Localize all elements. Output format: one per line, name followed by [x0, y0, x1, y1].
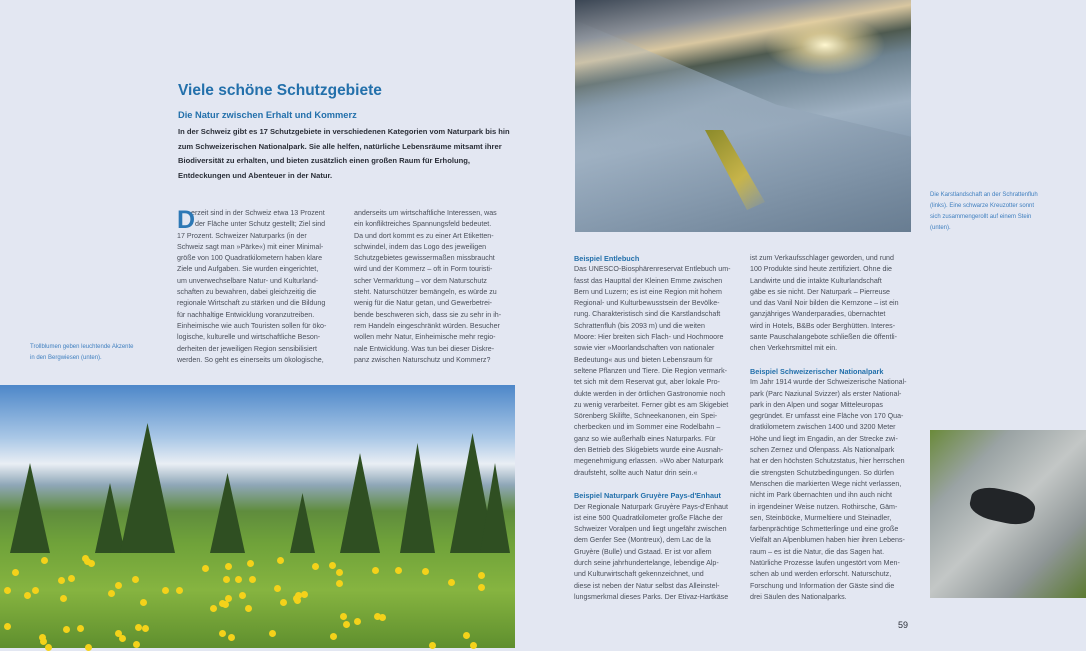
- text-line: rung. Charakteristisch sind die Karstlandschaft: [574, 310, 721, 319]
- text-line: sen, Steinböcke, Murmeltiere und Steinadler,: [750, 513, 892, 522]
- trollius-flower: [115, 630, 122, 637]
- text-line: (links). Eine schwarze Kreuzotter sonnt: [930, 203, 1035, 209]
- text-line: und das Vanil Noir bilden die Kernzone – ist ein: [750, 299, 899, 308]
- text-line: schen ab und werden erforscht. Naturschutz,: [750, 570, 892, 579]
- trollius-flower: [478, 584, 485, 591]
- text-line: scher Vermarktung – vor dem Naturschutz: [354, 276, 487, 285]
- adder: [967, 484, 1037, 529]
- trollius-flower: [372, 567, 379, 574]
- text-line: Bern und Luzern; es ist eine Region mit hohem: [574, 287, 722, 296]
- trollius-flower: [210, 605, 217, 612]
- trollius-flower: [24, 592, 31, 599]
- text-line: in den Bergwiesen (unten).: [30, 355, 102, 361]
- trollius-flower: [274, 585, 281, 592]
- text-line: logische, kulturelle und wirtschaftliche Beson-: [177, 333, 321, 342]
- text-line: gäbe es sie nicht. Der Naturpark – Pierreuse: [750, 287, 890, 296]
- trollius-flower: [176, 587, 183, 594]
- text-column-2: [354, 208, 519, 366]
- trollius-flower: [448, 579, 455, 586]
- trollius-flower: [4, 623, 11, 630]
- text-line: 100 Produkte sind heute zertifiziert. Ohne die: [750, 265, 892, 274]
- text-line: werden. So geht es einerseits um ökologische,: [177, 355, 324, 364]
- text-line: erzeit sind in der Schweiz etwa 13 Prozent: [191, 209, 325, 217]
- trollius-flower: [294, 597, 301, 604]
- column-2-lines: [354, 208, 519, 366]
- trollius-flower: [249, 576, 256, 583]
- trollius-flower: [77, 625, 84, 632]
- trollius-flower: [132, 576, 139, 583]
- text-line: Schutzgebietes gewissermaßen missbraucht: [354, 254, 495, 263]
- text-line: dratkilometern zwischen 1400 und 3200 Meter: [750, 423, 896, 432]
- text-line: durch seine jahrhundertelange, lebendige Alp-: [574, 559, 719, 568]
- text-line: Höhe und liegt im Engadin, an der Strecke zwi-: [750, 434, 898, 443]
- article-title: Viele schöne Schutzgebiete: [178, 82, 382, 99]
- trollius-flower: [4, 587, 11, 594]
- text-line: nicht im Park übernachten und ihn auch nicht: [750, 491, 892, 500]
- trollius-flower: [108, 590, 115, 597]
- caption-left-lines: [30, 342, 134, 364]
- tree: [210, 473, 245, 553]
- trollius-flower: [133, 641, 140, 648]
- text-column-3: [574, 253, 742, 603]
- tree: [120, 423, 175, 553]
- text-line: Natürliche Prozesse laufen ungestört vom Men-: [750, 559, 900, 568]
- text-line: Die Karstlandschaft an der Schrattenfluh: [930, 192, 1038, 198]
- gruyere-lines: [574, 502, 742, 604]
- trollius-flower: [277, 557, 284, 564]
- trollius-flower: [329, 562, 336, 569]
- text-line: Das UNESCO-Biosphärenreservat Entlebuch um-: [574, 265, 731, 274]
- text-line: tet sich mit dem Reservat gut, aber lokale Pro-: [574, 378, 720, 387]
- article-intro: In der Schweiz gibt es 17 Schutzgebiete in verschiedenen Kategorien vom Naturpark bis hin zum Schweizerischen Nationalpark. Sie alle helfen, natürliche Lebensräume mitsamt ihrer Biodiversität zu erhalten, und bieten zusätzlich einen großen Raum für Erholung, Entdeckungen und Abenteuer in der Natur.: [178, 127, 510, 181]
- text-line: Bedeutung« aus und bieten Lebensraum für: [574, 355, 713, 364]
- text-line: Im Jahr 1914 wurde der Schweizerische National-: [750, 378, 907, 387]
- text-line: hat er den höchsten Schutzstatus, hier herrschen: [750, 457, 905, 466]
- text-line: nale Entwicklung. Was tun bei dieser Diskre-: [354, 344, 495, 353]
- trollius-flower: [239, 592, 246, 599]
- trollius-flower: [340, 613, 347, 620]
- trollius-flower: [422, 568, 429, 575]
- text-line: ist zum Verkaufsschlager geworden, und rund: [750, 254, 894, 262]
- text-line: drei Säulen des Nationalparks.: [750, 592, 847, 601]
- text-line: wenig für die Natur getan, und Gewerbetrei-: [354, 299, 493, 308]
- caption-left: [30, 342, 134, 364]
- trollius-flower: [354, 618, 361, 625]
- trollius-flower: [245, 605, 252, 612]
- trollius-flower: [60, 595, 67, 602]
- trollius-flower: [32, 587, 39, 594]
- tree: [10, 463, 50, 553]
- trollius-flower: [135, 624, 142, 631]
- text-line: cherbecken und im Sommer eine Rodelbahn –: [574, 423, 721, 432]
- caption-right-lines: [930, 190, 1038, 234]
- text-line: der Fläche unter Schutz gestellt; Ziel sind: [195, 220, 326, 229]
- text-line: Forschung und Information der Gäste sind die: [750, 581, 895, 590]
- karst-landscape-photo: [575, 0, 911, 232]
- heading-entlebuch: Beispiel Entlebuch: [574, 254, 640, 263]
- trollius-flower: [343, 621, 350, 628]
- text-line: schwindel, indem das Logo des jeweiligen: [354, 242, 487, 251]
- text-line: megenehmigung erlassen. »Wo aber Naturpark: [574, 457, 724, 466]
- text-line: ein konfliktreiches Spannungsfeld bedeutet.: [354, 220, 492, 229]
- text-line: Menschen die markierten Wege nicht verlassen,: [750, 479, 902, 488]
- trollius-flower: [228, 634, 235, 641]
- text-line: raum – es ist die Natur, die das Sagen hat.: [750, 547, 885, 556]
- gruyere-continued-lines: [750, 253, 918, 355]
- trollius-flower: [301, 591, 308, 598]
- caption-right: [930, 190, 1038, 234]
- text-line: sich zusammengerollt auf einem Stein: [930, 214, 1032, 220]
- text-line: Schweiz sagt man »Pärke«) mit einer Minimal-: [177, 242, 324, 251]
- text-line: draufsteht, sollte auch Natur drin sein.«: [574, 468, 698, 477]
- trollius-flower: [225, 595, 232, 602]
- trollius-flower: [202, 565, 209, 572]
- adder-photo: [930, 430, 1086, 598]
- tree: [95, 483, 125, 553]
- trollius-flower: [336, 569, 343, 576]
- text-line: dem Genfer See (Montreux), dem Lac de la: [574, 536, 711, 545]
- trollius-flower: [312, 563, 319, 570]
- text-line: den Betrieb des Skigebiets wurde eine Ausnah-: [574, 446, 724, 455]
- text-column-1: [177, 208, 342, 366]
- text-line: größe von 100 Quadratkilometern haben klare: [177, 254, 323, 263]
- text-line: farbenprächtige Schmetterlinge und eine große: [750, 525, 899, 534]
- column-1-lines: [177, 208, 342, 366]
- text-line: Trollblumen geben leuchtende Akzente: [30, 344, 134, 350]
- text-line: lungsmerkmal dieses Parks. Der Etivaz-Hartkäse: [574, 592, 729, 601]
- text-line: Vielfalt an Alpenblumen haben hier ihren Lebens-: [750, 536, 905, 545]
- text-line: und Kulturwirtschaft gekennzeichnet, und: [574, 570, 704, 579]
- trollius-flower: [85, 644, 92, 651]
- trollius-flower: [12, 569, 19, 576]
- trollius-flower: [478, 572, 485, 579]
- text-line: chen Verkehrsmittel mit ein.: [750, 344, 838, 353]
- trollius-flower: [336, 580, 343, 587]
- article-subtitle: Die Natur zwischen Erhalt und Kommerz: [178, 110, 357, 120]
- text-line: dukte werden in der örtlichen Gastronomie noch: [574, 389, 726, 398]
- text-line: sante Pauschalangebote schließen die öffentli-: [750, 333, 897, 342]
- text-line: für nachhaltige Entwicklung voranzutreiben.: [177, 310, 315, 319]
- tree: [290, 493, 315, 553]
- text-line: fasst das Haupttal der Kleinen Emme zwischen: [574, 276, 723, 285]
- text-line: park (Parc Naziunal Svizzer) als erster National-: [750, 389, 902, 398]
- text-line: zu wenig verarbeitet. Ferner gibt es am Skigebiet: [574, 400, 729, 409]
- trollius-flower: [162, 587, 169, 594]
- trollius-flower: [115, 582, 122, 589]
- text-line: park in den Alpen und sogar Mitteleuropas: [750, 400, 883, 409]
- tree: [400, 443, 435, 553]
- text-line: ganzjähriges Wanderparadies, übernachtet: [750, 310, 886, 319]
- text-line: steht. Naturschützer bemängeln, es würde zu: [354, 288, 497, 297]
- text-line: Sörenberg Skilifte, Schneekanonen, ein Spei-: [574, 412, 718, 421]
- text-line: Landwirte und die intakte Kulturlandschaft: [750, 276, 882, 285]
- text-line: die strengsten Schutzbedingungen. So dürfen: [750, 468, 894, 477]
- trollius-flower: [470, 642, 477, 649]
- text-line: gegründet. Er umfasst eine Fläche von 170 Qua-: [750, 412, 904, 421]
- drop-cap: D: [177, 206, 196, 234]
- heading-nationalpark: Beispiel Schweizerischer Nationalpark: [750, 366, 884, 376]
- trollius-flower: [41, 557, 48, 564]
- meadow-photo: [0, 385, 515, 648]
- trollius-flower: [225, 563, 232, 570]
- text-line: 17 Prozent. Schweizer Naturparks (in der: [177, 231, 307, 240]
- tree: [340, 453, 380, 553]
- trollius-flower: [395, 567, 402, 574]
- nationalpark-lines: [750, 377, 918, 603]
- trollius-flower: [374, 613, 381, 620]
- text-line: wollen mehr Natur, Einheimische mehr regio-: [354, 333, 496, 342]
- trollius-flower: [68, 575, 75, 582]
- text-line: (unten).: [930, 225, 951, 231]
- heading-gruyere: Beispiel Naturpark Gruyère Pays-d'Enhaut: [574, 491, 721, 501]
- trollius-flower: [247, 560, 254, 567]
- trollius-flower: [58, 577, 65, 584]
- trollius-flower: [429, 642, 436, 649]
- text-line: Regional- und Kulturbewusstsein der Bevölke-: [574, 299, 720, 308]
- text-line: regionale Wirtschaft zu stärken und die Bildung: [177, 299, 326, 308]
- trollius-flower: [223, 576, 230, 583]
- text-line: panz zwischen Naturschutz und Kommerz?: [354, 355, 491, 364]
- text-line: schaften zu bewahren, dabei gleichzeitig die: [177, 288, 317, 297]
- text-line: Moore: Hier breiten sich Flach- und Hochmoore: [574, 333, 724, 342]
- text-line: um unverwechselbare Natur- und Kulturland-: [177, 276, 319, 285]
- trollius-flower: [142, 625, 149, 632]
- text-line: Schweizer Voralpen und liegt ungefähr zwischen: [574, 525, 727, 534]
- text-line: sowie vier »Moorlandschaften von nationaler: [574, 344, 715, 353]
- trollius-flower: [140, 599, 147, 606]
- text-line: rem Handeln eingeschränkt würden. Besucher: [354, 321, 500, 330]
- text-line: diese ist neben der Natur selbst das Alleinstel-: [574, 581, 720, 590]
- entlebuch-lines: [574, 264, 742, 479]
- text-line: seltene Pflanzen und Tiere. Die Region vermark-: [574, 366, 727, 375]
- text-line: derheiten der jeweiligen Region sensibilisiert: [177, 344, 317, 353]
- text-line: in irgendeiner Weise nutzen. Rothirsche, Gäm-: [750, 502, 898, 511]
- trollius-flower: [280, 599, 287, 606]
- text-line: anderseits um wirtschaftliche Interessen, was: [354, 209, 497, 217]
- text-line: ist eine 500 Quadratkilometer große Fläche der: [574, 513, 723, 522]
- text-line: Da und dort kommt es zu einer Art Etiketten-: [354, 231, 494, 240]
- text-line: wird und der Kommerz – oft in Form touristi-: [354, 265, 493, 274]
- trollius-flower: [63, 626, 70, 633]
- page-number: 59: [898, 620, 909, 630]
- trollius-flower: [463, 632, 470, 639]
- text-line: ganz so wie außerhalb eines Naturparks. Für: [574, 434, 716, 443]
- text-line: wird in Hotels, B&Bs oder Berghütten. Interes-: [750, 321, 896, 330]
- text-line: Einheimische wie auch Touristen sollen für öko-: [177, 321, 327, 330]
- trollius-flower: [219, 630, 226, 637]
- text-line: Schrattenfluh (bis 2093 m) und die weiten: [574, 321, 705, 330]
- text-line: schen Zernez und Ofenpass. Als Nationalpark: [750, 446, 895, 455]
- text-line: Gruyère (Bulle) und Gstaad. Er ist vor allem: [574, 547, 712, 556]
- trollius-flower: [269, 630, 276, 637]
- text-column-4: [750, 253, 918, 603]
- text-line: bende beschweren sich, dass sie zu sehr in ih-: [354, 310, 502, 319]
- text-line: Ziele und Aufgaben. Sie wurden eingerichtet,: [177, 265, 319, 274]
- trollius-flower: [235, 576, 242, 583]
- text-line: Der Regionale Naturpark Gruyère Pays-d'Enhaut: [574, 502, 728, 511]
- trollius-flower: [330, 633, 337, 640]
